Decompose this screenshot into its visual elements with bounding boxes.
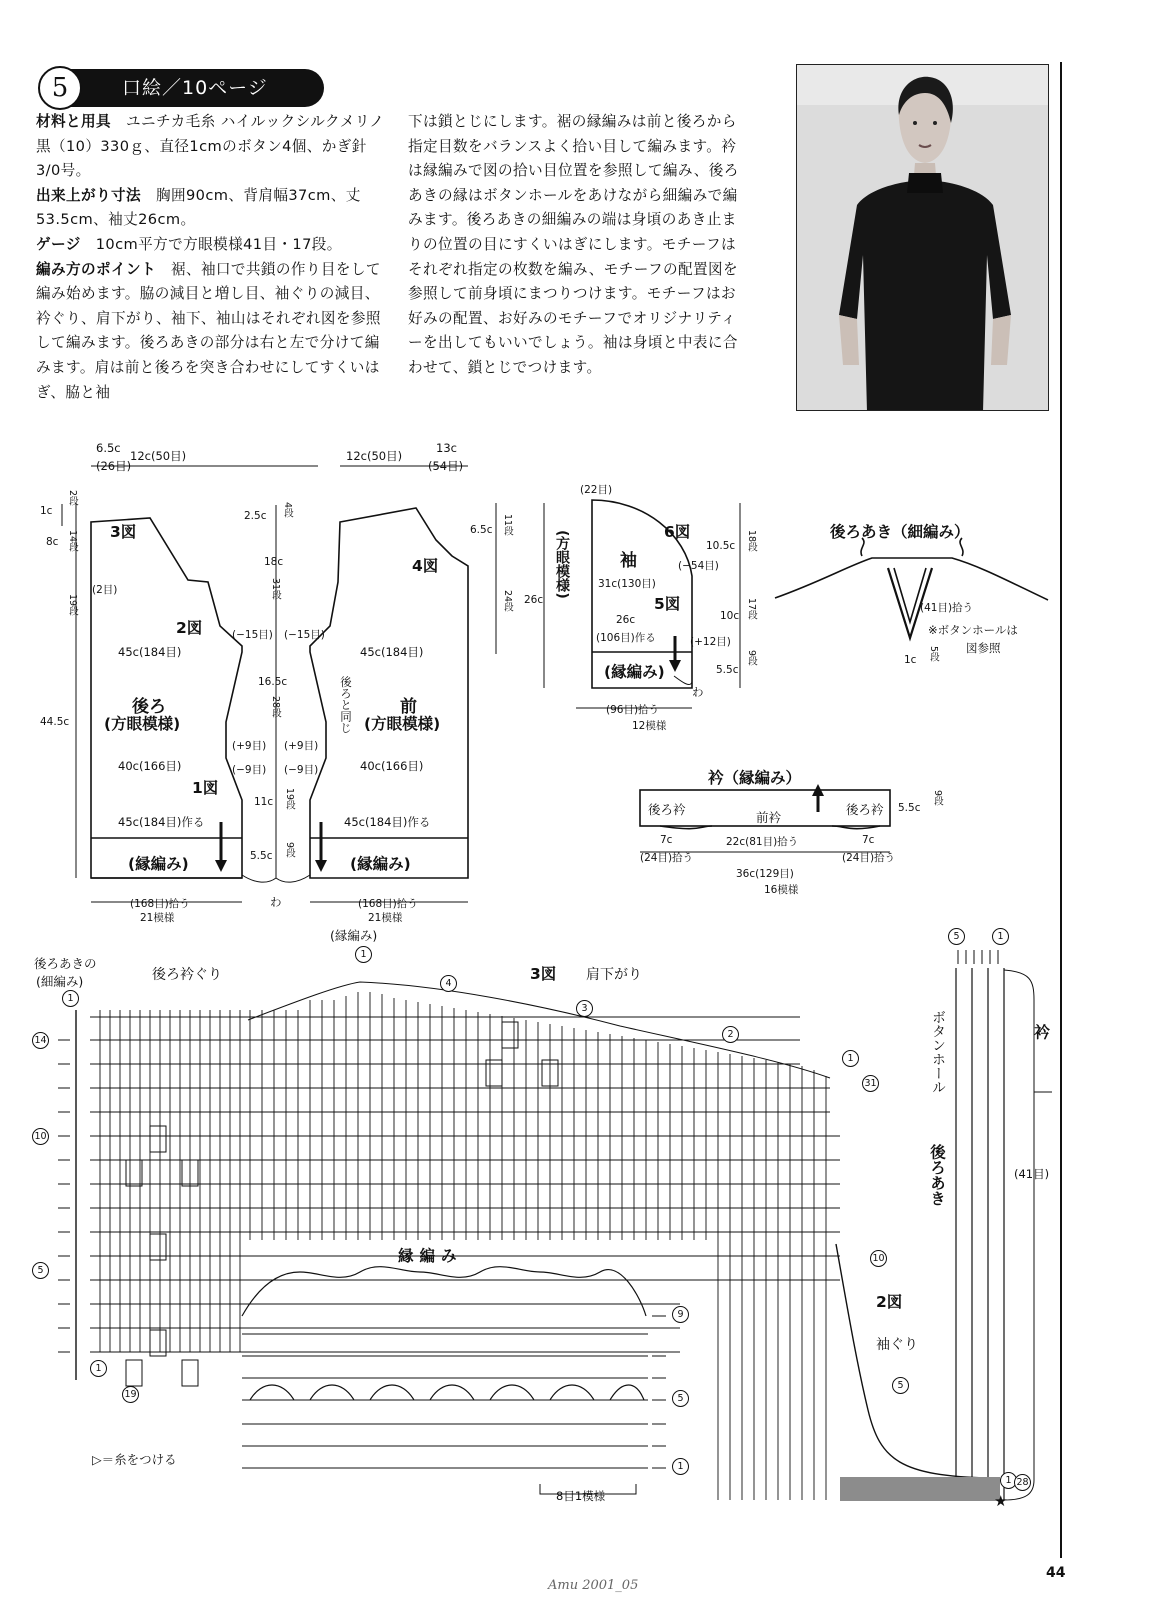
back-title: 後ろ bbox=[132, 697, 166, 717]
collar-back-right: 後ろ衿 bbox=[846, 802, 884, 817]
fig-5-label: 5図 bbox=[654, 595, 681, 613]
row-marker-5-right: 5 bbox=[892, 1377, 909, 1394]
dim-14r: 14段 bbox=[67, 530, 78, 552]
footer-credit: Amu 2001_05 bbox=[548, 1578, 639, 1593]
row-marker-31: 31 bbox=[862, 1075, 879, 1092]
dim-minus9-r: (−9目) bbox=[284, 764, 319, 776]
row-marker-1-right: 1 bbox=[842, 1050, 859, 1067]
same-as-back: 後ろと同じ bbox=[339, 676, 353, 734]
dim-2-5c: 2.5c bbox=[244, 510, 267, 522]
sleeve-26c: 26c bbox=[616, 614, 636, 626]
dim-front-45-make: 45c(184目)作る bbox=[344, 815, 431, 829]
dim-19r: 19段 bbox=[67, 594, 78, 616]
sleeve-wa: わ bbox=[692, 685, 704, 699]
fig-4-label: 4図 bbox=[412, 557, 439, 575]
dim-top-left-3: 12c(50目) bbox=[130, 449, 187, 463]
row-marker-14: 14 bbox=[32, 1032, 49, 1049]
dim-24r: 24段 bbox=[502, 590, 513, 612]
pick-168-back: (168目)拾う bbox=[130, 898, 190, 910]
back-pattern: (方眼模様) bbox=[104, 715, 181, 733]
sleeve-18r: 18段 bbox=[746, 530, 757, 552]
dim-top-left-1: 6.5c bbox=[96, 441, 121, 455]
size-text: 胸囲90cm、背肩幅37cm、丈53.5cm、袖丈26cm。 bbox=[36, 186, 361, 229]
shaded-start-row bbox=[840, 1477, 1000, 1501]
size-label: 出来上がり寸法 bbox=[36, 186, 141, 204]
chart-back-opening-label-2: (細編み) bbox=[36, 974, 84, 989]
fig-2-label: 2図 bbox=[176, 619, 203, 637]
materials-text: ユニチカ毛糸 ハイルックシルクメリノ 黒（10）330ｇ、直径1cmのボタン4個、かぎ針3/0号。 bbox=[36, 113, 385, 180]
fig-1-label: 1図 bbox=[192, 779, 219, 797]
chart-back-opening-label: 後ろあきの bbox=[34, 956, 97, 971]
collar-7c-left: 7c bbox=[660, 834, 673, 846]
dim-31r: 31段 bbox=[270, 578, 281, 600]
chart-buttonhole: ボタンホール bbox=[930, 1010, 946, 1094]
collar-back-left: 後ろ衿 bbox=[648, 802, 686, 817]
row-marker-1-armhole: 1 bbox=[1000, 1472, 1017, 1489]
gauge-label: ゲージ bbox=[36, 235, 81, 253]
dim-28r: 28段 bbox=[270, 696, 281, 718]
row-marker-2: 2 bbox=[722, 1026, 739, 1043]
points-label: 編み方のポイント bbox=[36, 260, 156, 278]
dim-4r: 4段 bbox=[282, 502, 293, 518]
wa-label: わ bbox=[270, 895, 282, 909]
dim-8c: 8c bbox=[46, 536, 59, 548]
chart-star: ★ bbox=[994, 1492, 1008, 1510]
sleeve-title: 袖 bbox=[620, 551, 637, 571]
dim-19r-mid: 19段 bbox=[284, 788, 295, 810]
row-marker-10-right: 10 bbox=[870, 1250, 887, 1267]
dim-9r: 9段 bbox=[284, 842, 295, 858]
chart-edge-title: 縁編み bbox=[398, 1247, 463, 1265]
edge-row-5: 5 bbox=[672, 1390, 689, 1407]
dim-16-5c: 16.5c bbox=[258, 676, 288, 688]
row-marker-4: 4 bbox=[440, 975, 457, 992]
row-marker-1-left: 1 bbox=[62, 990, 79, 1007]
chart-repeat8: 8目1模様 bbox=[556, 1489, 606, 1503]
dim-44-5: 44.5c bbox=[40, 716, 70, 728]
chart-collar: 衿 bbox=[1032, 1024, 1050, 1040]
back-opening-note-2: 図参照 bbox=[966, 641, 1001, 655]
row-marker-10-left: 10 bbox=[32, 1128, 49, 1145]
collar-9r: 9段 bbox=[932, 790, 943, 806]
dim-2r: 2段 bbox=[67, 490, 78, 506]
back-opening-title: 後ろあき（細編み） bbox=[830, 523, 970, 541]
dim-11r: 11段 bbox=[502, 514, 513, 536]
dim-top-right-1: 12c(50目) bbox=[346, 449, 403, 463]
row-marker-1-bottom: 1 bbox=[90, 1360, 107, 1377]
sleeve-96: (96目)拾う bbox=[606, 704, 660, 716]
edge-row-9: 9 bbox=[672, 1306, 689, 1323]
row-marker-3: 3 bbox=[576, 1000, 593, 1017]
row-marker-19: 19 bbox=[122, 1386, 139, 1403]
dim-minus9-l: (−9目) bbox=[232, 764, 267, 776]
rep-21-back: 21模様 bbox=[140, 912, 175, 924]
sleeve-10-5c: 10.5c bbox=[706, 540, 736, 552]
front-pattern: (方眼模様) bbox=[364, 715, 441, 733]
dim-front-45: 45c(184目) bbox=[360, 645, 424, 659]
dim-11c: 11c bbox=[254, 796, 274, 808]
chart-back-opening: 後ろあき bbox=[928, 1144, 946, 1206]
dim-plus9-l: (+9目) bbox=[232, 740, 267, 752]
collar-pick-right: (24目)拾う bbox=[842, 852, 896, 864]
dim-top-left-2: (26目) bbox=[96, 459, 132, 473]
dim-top-right-3: (54目) bbox=[428, 459, 464, 473]
dim-back-45: 45c(184目) bbox=[118, 645, 182, 659]
sleeve-plus12: (+12目) bbox=[690, 636, 731, 648]
collar-front: 前衿 bbox=[756, 810, 782, 825]
chart-shoulder: 肩下がり bbox=[586, 967, 642, 983]
dim-front-40: 40c(166目) bbox=[360, 759, 424, 773]
dim-minus15-l: (−15目) bbox=[232, 629, 273, 641]
edge-label: (縁編み) bbox=[330, 928, 378, 943]
back-edge: (縁編み) bbox=[128, 855, 189, 873]
chart-legend: ▷＝糸をつける bbox=[92, 1452, 177, 1467]
sleeve-pattern: (方眼模様) bbox=[554, 530, 570, 599]
sleeve-edge: (縁編み) bbox=[604, 663, 665, 681]
sleeve-5-5c: 5.5c bbox=[716, 664, 739, 676]
sleeve-12rep: 12模様 bbox=[632, 720, 667, 732]
sleeve-minus54: (−54目) bbox=[678, 560, 719, 572]
row-marker-1-top: 1 bbox=[355, 946, 372, 963]
chart-41-count: (41目) bbox=[1014, 1167, 1050, 1181]
dim-minus15-r: (−15目) bbox=[284, 629, 325, 641]
front-edge: (縁編み) bbox=[350, 855, 411, 873]
row-marker-5-left: 5 bbox=[32, 1262, 49, 1279]
points-text-2: 下は鎖とじにします。裾の縁編みは前と後ろから指定目数をバランスよく拾い目して編みます。衿は縁編みで図の拾い目位置を参照して編み、後ろあきの縁はボタンホールをあけながら細編みで編みます。後ろあきの細編みの端は身頃のあき止まりの位置の目にすくいはぎにします。モチーフはそれぞれ指定の枚数を編み、モチーフの配置図を参照して前身頃にまつりつけます。モチーフはお好みの配置、お好みのモチーフでオリジナリティーを出してもいいでしょう。袖は身頃と中表に合わせて、鎖とじでつけます。 bbox=[408, 113, 739, 376]
back-opening-pick: (41目)拾う bbox=[920, 602, 974, 614]
dim-1c: 1c bbox=[40, 505, 53, 517]
chart-armhole: 袖ぐり bbox=[876, 1337, 918, 1353]
dim-back-45-make: 45c(184目)作る bbox=[118, 815, 205, 829]
dim-back-40: 40c(166目) bbox=[118, 759, 182, 773]
rep-21-front: 21模様 bbox=[368, 912, 403, 924]
chart-fig3: 3図 bbox=[530, 965, 557, 983]
dim-6-5c: 6.5c bbox=[470, 524, 493, 536]
edge-row-1: 1 bbox=[672, 1458, 689, 1475]
section-number: 5 bbox=[38, 66, 82, 110]
dim-plus9-r: (+9目) bbox=[284, 740, 319, 752]
collar-7c-right: 7c bbox=[862, 834, 875, 846]
sleeve-17r: 17段 bbox=[746, 598, 757, 620]
gauge-text: 10cm平方で方眼模様41目・17段。 bbox=[95, 235, 342, 253]
materials-label: 材料と用具 bbox=[36, 113, 111, 130]
fig-3-label: 3図 bbox=[110, 523, 137, 541]
sleeve-31c: 31c(130目) bbox=[598, 578, 656, 590]
sleeve-10c: 10c bbox=[720, 610, 740, 622]
collar-16rep: 16模様 bbox=[764, 884, 799, 896]
collar-5-5c: 5.5c bbox=[898, 802, 921, 814]
front-title: 前 bbox=[400, 697, 417, 717]
dim-top-right-2: 13c bbox=[436, 441, 457, 455]
back-opening-5r: 5段 bbox=[928, 646, 939, 662]
dim-26c: 26c bbox=[524, 594, 544, 606]
collar-36c: 36c(129目) bbox=[736, 868, 794, 880]
row-marker-5-top: 5 bbox=[948, 928, 965, 945]
chart-back-neck: 後ろ衿ぐり bbox=[152, 967, 222, 983]
collar-pick-left: (24目)拾う bbox=[640, 852, 694, 864]
dim-5-5c: 5.5c bbox=[250, 850, 273, 862]
dim-2m: (2目) bbox=[92, 584, 118, 596]
section-title: 口絵／10ページ bbox=[64, 69, 324, 107]
pick-168-front: (168目)拾う bbox=[358, 898, 418, 910]
points-text-1: 裾、袖口で共鎖の作り目をして編み始めます。脇の減目と増し目、袖ぐりの減目、衿ぐり、肩下がり、袖下、袖山はそれぞれ図を参照して編みます。後ろあきの部分は右と左で分けて編みます。肩は前と後ろを突き合わせにしてすくいはぎ、脇と袖 bbox=[36, 260, 381, 401]
collar-22c: 22c(81目)拾う bbox=[726, 836, 799, 848]
row-marker-28: 28 bbox=[1014, 1474, 1031, 1491]
row-marker-1-top-right: 1 bbox=[992, 928, 1009, 945]
chart-fig2: 2図 bbox=[876, 1293, 903, 1311]
back-opening-note-1: ※ボタンホールは bbox=[928, 623, 1018, 637]
sleeve-106: (106目)作る bbox=[596, 632, 656, 644]
sleeve-22m: (22目) bbox=[580, 484, 613, 496]
collar-title: 衿（縁編み） bbox=[708, 769, 802, 787]
fig-6-label: 6図 bbox=[664, 523, 691, 541]
back-opening-1c: 1c bbox=[904, 654, 917, 666]
page-number: 44 bbox=[1046, 1565, 1066, 1581]
dim-18c: 18c bbox=[264, 556, 284, 568]
sleeve-9r: 9段 bbox=[746, 650, 757, 666]
